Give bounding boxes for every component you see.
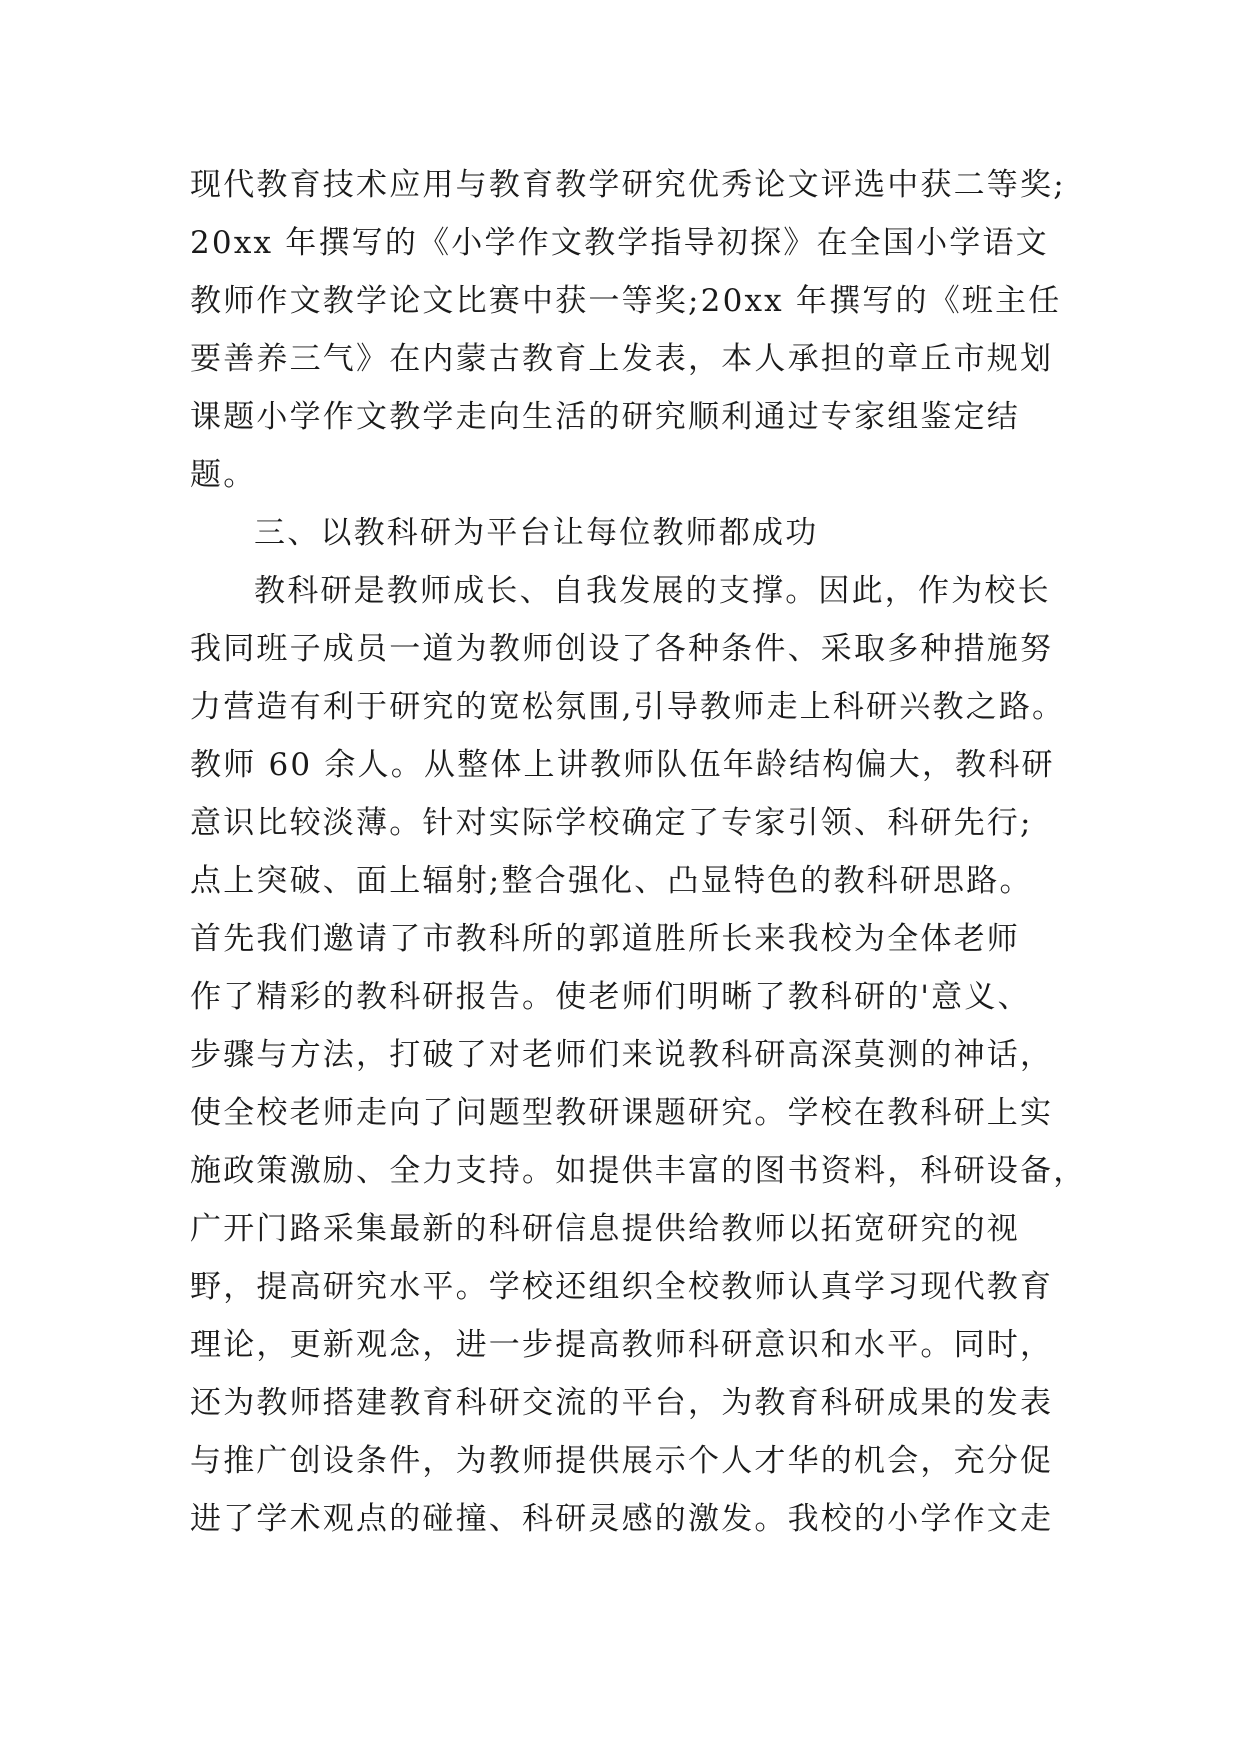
text-line: 进了学术观点的碰撞、科研灵感的激发。我校的小学作文走	[190, 1501, 1054, 1537]
text-line: 点上突破、面上辐射;整合强化、凸显特色的教科研思路。	[190, 863, 1033, 899]
text-line: 与推广创设条件，为教师提供展示个人才华的机会，充分促	[190, 1443, 1054, 1479]
body-text	[190, 156, 1087, 1548]
text-line: 施政策激励、全力支持。如提供丰富的图书资料，科研设备，	[190, 1153, 1087, 1189]
text-line: 作了精彩的教科研报告。使老师们明晰了教科研的'意义、	[190, 979, 1031, 1015]
text-line: 广开门路采集最新的科研信息提供给教师以拓宽研究的视	[190, 1211, 1020, 1247]
text-line: 我同班子成员一道为教师创设了各种条件、采取多种措施努	[190, 631, 1054, 667]
text-line: 要善养三气》在内蒙古教育上发表，本人承担的章丘市规划	[190, 341, 1054, 377]
text-line: 题。	[190, 457, 257, 493]
paragraph-first-line: 教科研是教师成长、自我发展的支撑。因此，作为校长	[254, 573, 1051, 609]
text-line: 20xx 年撰写的《小学作文教学指导初探》在全国小学语文	[190, 225, 1049, 261]
text-line: 现代教育技术应用与教育教学研究优秀论文评选中获二等奖;	[190, 167, 1066, 203]
text-line: 步骤与方法，打破了对老师们来说教科研高深莫测的神话，	[190, 1037, 1054, 1073]
text-line: 教师作文教学论文比赛中获一等奖;20xx 年撰写的《班主任	[190, 283, 1062, 319]
section-heading: 三、以教科研为平台让每位教师都成功	[254, 515, 819, 551]
text-line: 理论，更新观念，进一步提高教师科研意识和水平。同时，	[190, 1327, 1054, 1363]
text-line: 使全校老师走向了问题型教研课题研究。学校在教科研上实	[190, 1095, 1054, 1131]
text-line: 还为教师搭建教育科研交流的平台，为教育科研成果的发表	[190, 1385, 1054, 1421]
text-line: 教师 60 余人。从整体上讲教师队伍年龄结构偏大，教科研	[190, 747, 1055, 783]
text-line: 意识比较淡薄。针对实际学校确定了专家引领、科研先行;	[190, 805, 1033, 841]
text-line: 力营造有利于研究的宽松氛围,引导教师走上科研兴教之路。	[190, 689, 1066, 725]
text-line: 课题小学作文教学走向生活的研究顺利通过专家组鉴定结	[190, 399, 1020, 435]
text-line: 首先我们邀请了市教科所的郭道胜所长来我校为全体老师	[190, 921, 1020, 957]
text-line: 野，提高研究水平。学校还组织全校教师认真学习现代教育	[190, 1269, 1054, 1305]
